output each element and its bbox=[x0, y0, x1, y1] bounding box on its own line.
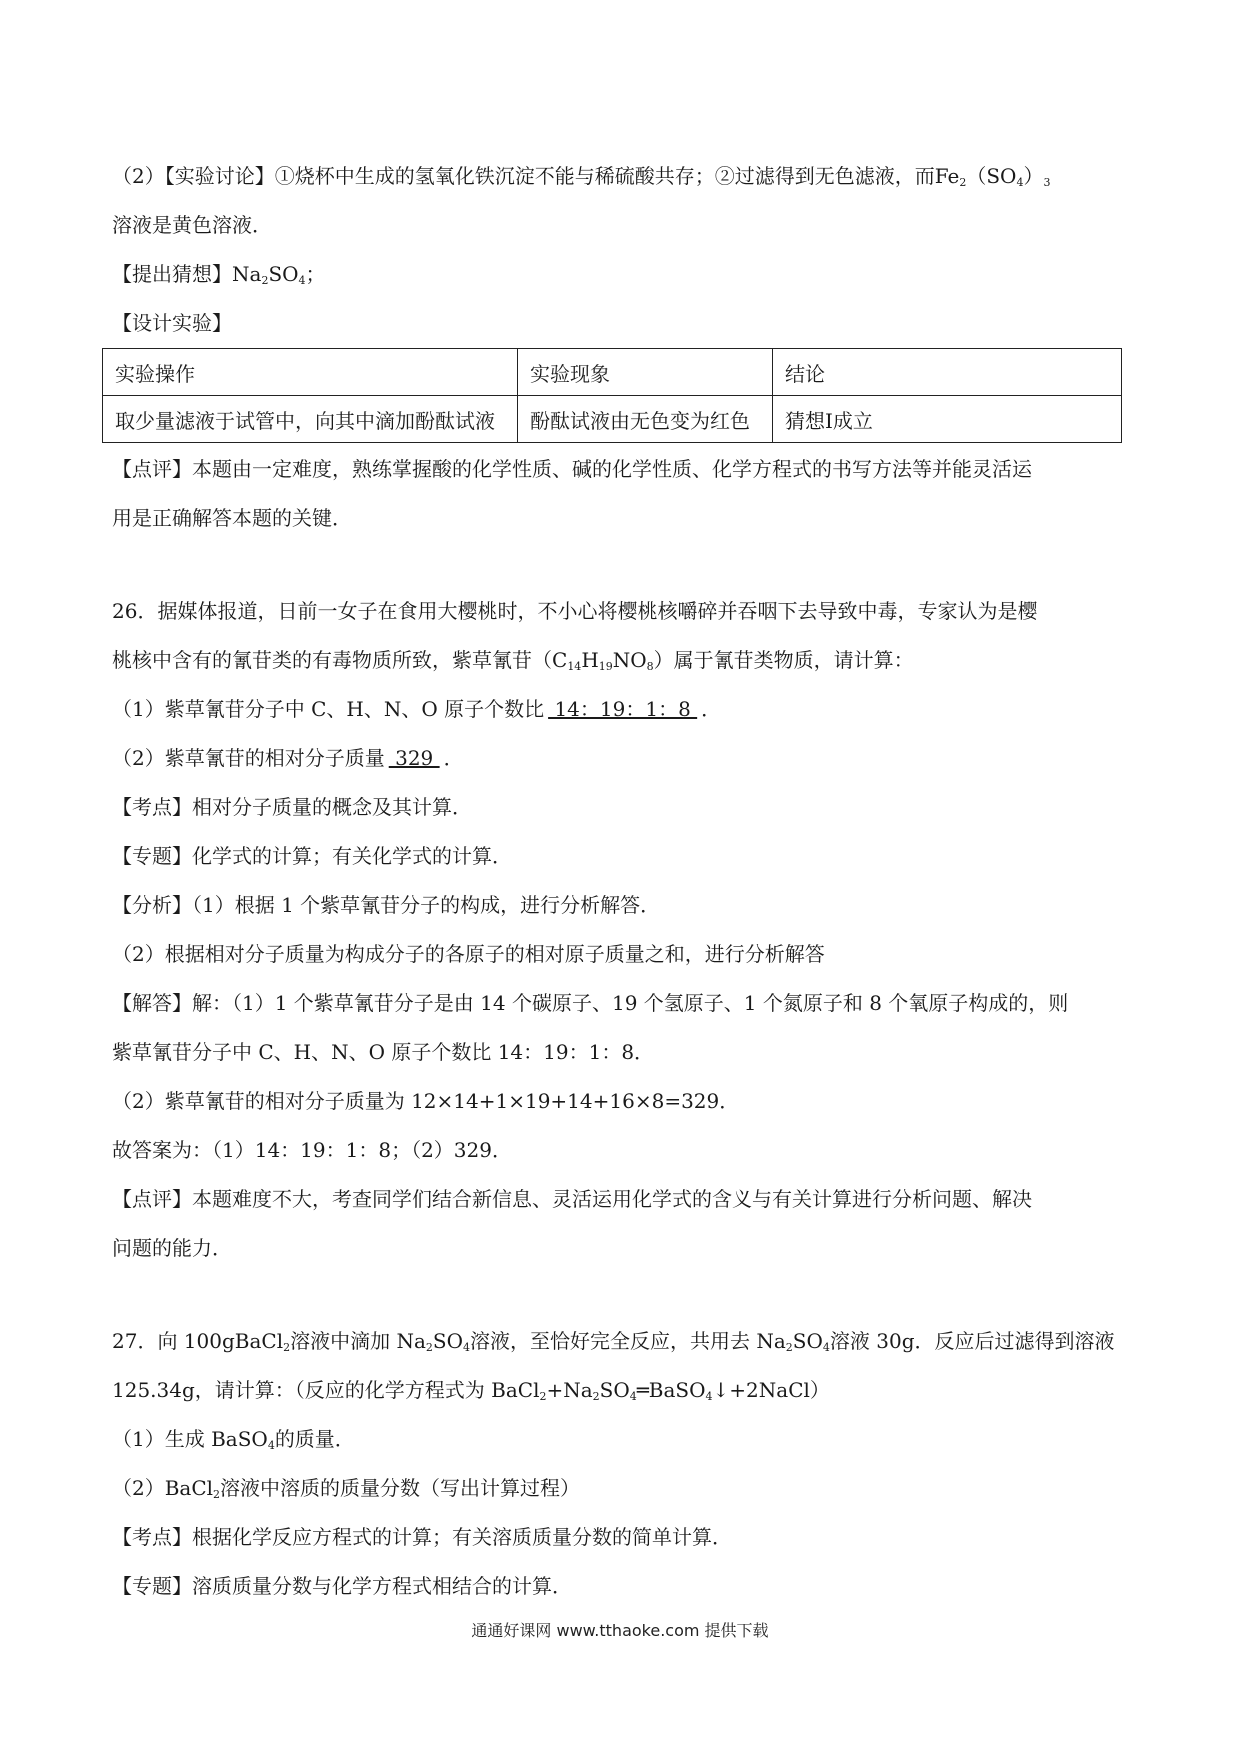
subscript: 2 bbox=[213, 1488, 221, 1501]
q26-jieda-1: 【解答】解：（1）1 个紫草氰苷分子是由 14 个碳原子、19 个氢原子、1 个氮原子和 8 个氧原子构成的，则 bbox=[112, 991, 1069, 1015]
document-content bbox=[112, 152, 1132, 1611]
table-header-cell: 实验操作 bbox=[103, 349, 518, 396]
subscript: 4 bbox=[298, 274, 306, 287]
q25-design-heading: 【设计实验】 bbox=[112, 311, 232, 335]
experiment-table bbox=[102, 348, 1122, 443]
text: H bbox=[581, 648, 599, 672]
text: ═BaSO bbox=[636, 1378, 706, 1402]
subscript: 4 bbox=[1016, 176, 1024, 189]
q26-fenxi-2: （2）根据相对分子质量为构成分子的各原子的相对原子质量之和，进行分析解答 bbox=[112, 942, 825, 966]
q26-jieda-3: （2）紫草氰苷的相对分子质量为 12×14+1×19+14+16×8=329． bbox=[112, 1089, 740, 1113]
subscript: 4 bbox=[705, 1390, 713, 1403]
text: 溶液中溶质的质量分数（写出计算过程） bbox=[220, 1476, 581, 1500]
text: 的质量． bbox=[274, 1427, 355, 1451]
table-header-cell: 结论 bbox=[773, 349, 1122, 396]
text: ）属于氰苷类物质，请计算： bbox=[653, 648, 914, 672]
table-header-row bbox=[103, 349, 1122, 396]
q26-zhuanti: 【专题】化学式的计算；有关化学式的计算． bbox=[112, 844, 512, 868]
text: （2）BaCl bbox=[112, 1476, 214, 1500]
text: 桃核中含有的氰苷类的有毒物质所致，紫草氰苷（C bbox=[112, 648, 568, 672]
text: ） bbox=[1023, 164, 1044, 188]
table-header-cell: 实验现象 bbox=[518, 349, 773, 396]
text: 溶液中滴加 Na bbox=[290, 1329, 426, 1353]
text: 27．向 100gBaCl bbox=[112, 1329, 284, 1353]
text: （1）紫草氰苷分子中 C、H、N、O 原子个数比 bbox=[112, 697, 545, 721]
text: 125.34g，请计算：（反应的化学方程式为 BaCl bbox=[112, 1378, 540, 1402]
q27-kaodian: 【考点】根据化学反应方程式的计算；有关溶质质量分数的简单计算． bbox=[112, 1525, 732, 1549]
text: 溶液，至恰好完全反应，共用去 Na bbox=[470, 1329, 786, 1353]
q25-hypothesis-line bbox=[112, 250, 1132, 299]
q25-discussion-line-2: 溶液是黄色溶液． bbox=[112, 213, 272, 237]
subscript: 14 bbox=[567, 660, 582, 673]
subscript: 2 bbox=[785, 1341, 793, 1354]
q25-discussion-line bbox=[112, 152, 1132, 201]
text: 【提出猜想】Na bbox=[112, 262, 262, 286]
text: （2）【实验讨论】①烧杯中生成的氢氧化铁沉淀不能与稀硫酸共存；②过滤得到无色滤液，而 bbox=[112, 164, 935, 188]
text: ； bbox=[305, 262, 326, 286]
q27-question-line-1 bbox=[112, 1317, 1132, 1366]
text: SO bbox=[792, 1329, 823, 1353]
subscript: 2 bbox=[592, 1390, 600, 1403]
q26-part-1 bbox=[112, 685, 1132, 734]
subscript: 2 bbox=[539, 1390, 547, 1403]
subscript: 3 bbox=[1043, 176, 1051, 189]
q26-comment-line-1: 【点评】本题难度不大，考查同学们结合新信息、灵活运用化学式的含义与有关计算进行分析问题、解决 bbox=[112, 1187, 1032, 1211]
q26-comment-line-2: 问题的能力． bbox=[112, 1236, 232, 1260]
q26-part-2 bbox=[112, 734, 1132, 783]
subscript: 4 bbox=[463, 1341, 470, 1354]
subscript: 4 bbox=[267, 1439, 275, 1452]
q26-kaodian: 【考点】相对分子质量的概念及其计算． bbox=[112, 795, 472, 819]
subscript: 2 bbox=[261, 274, 269, 287]
table-cell: 取少量滤液于试管中，向其中滴加酚酞试液 bbox=[103, 396, 518, 443]
q27-part-2 bbox=[112, 1464, 1132, 1513]
text: SO bbox=[268, 262, 299, 286]
q26-fenxi-1: 【分析】（1）根据 1 个紫草氰苷分子的构成，进行分析解答． bbox=[112, 893, 661, 917]
q26-question-line-1: 26．据媒体报道，日前一女子在食用大樱桃时，不小心将樱桃核嚼碎并吞咽下去导致中毒，专家认为是樱 bbox=[112, 599, 1038, 623]
page-footer: 通通好课网 www.tthaoke.com 提供下载 bbox=[471, 1621, 769, 1640]
text: SO bbox=[599, 1378, 630, 1402]
text: ． bbox=[443, 746, 464, 770]
section-gap bbox=[112, 1273, 1132, 1317]
subscript: 2 bbox=[959, 176, 967, 189]
table-row bbox=[103, 396, 1122, 443]
subscript: 4 bbox=[822, 1341, 830, 1354]
section-gap bbox=[112, 543, 1132, 587]
table-cell: 猜想Ⅰ成立 bbox=[773, 396, 1122, 443]
q27-question-line-2 bbox=[112, 1366, 1132, 1415]
subscript: 8 bbox=[646, 660, 654, 673]
text: NO bbox=[612, 648, 647, 672]
subscript: 2 bbox=[283, 1341, 291, 1354]
text: SO bbox=[432, 1329, 463, 1353]
subscript: 4 bbox=[629, 1390, 637, 1403]
q26-question-line-2 bbox=[112, 636, 1132, 685]
text: （2）紫草氰苷的相对分子质量 bbox=[112, 746, 385, 770]
text: （1）生成 BaSO bbox=[112, 1427, 268, 1451]
text: Fe bbox=[934, 164, 960, 188]
subscript: 19 bbox=[598, 660, 613, 673]
answer-blank: 14：19：1：8 bbox=[548, 697, 698, 721]
text: ． bbox=[701, 697, 722, 721]
q26-answer: 故答案为：（1）14：19：1：8；（2）329． bbox=[112, 1138, 512, 1162]
q27-zhuanti: 【专题】溶质质量分数与化学方程式相结合的计算． bbox=[112, 1574, 572, 1598]
answer-blank: 329 bbox=[388, 746, 440, 770]
q25-comment-line-1: 【点评】本题由一定难度，熟练掌握酸的化学性质、碱的化学性质、化学方程式的书写方法等并能灵活运 bbox=[112, 457, 1032, 481]
q27-part-1 bbox=[112, 1415, 1132, 1464]
text: （SO bbox=[966, 164, 1017, 188]
q26-jieda-2: 紫草氰苷分子中 C、H、N、O 原子个数比 14：19：1：8． bbox=[112, 1040, 655, 1064]
text: ↓+2NaCl） bbox=[712, 1378, 830, 1402]
table-cell: 酚酞试液由无色变为红色 bbox=[518, 396, 773, 443]
text: +Na bbox=[546, 1378, 593, 1402]
text: 溶液 30g．反应后过滤得到溶液 bbox=[829, 1329, 1115, 1353]
subscript: 2 bbox=[425, 1341, 433, 1354]
q25-comment-line-2: 用是正确解答本题的关键． bbox=[112, 506, 352, 530]
